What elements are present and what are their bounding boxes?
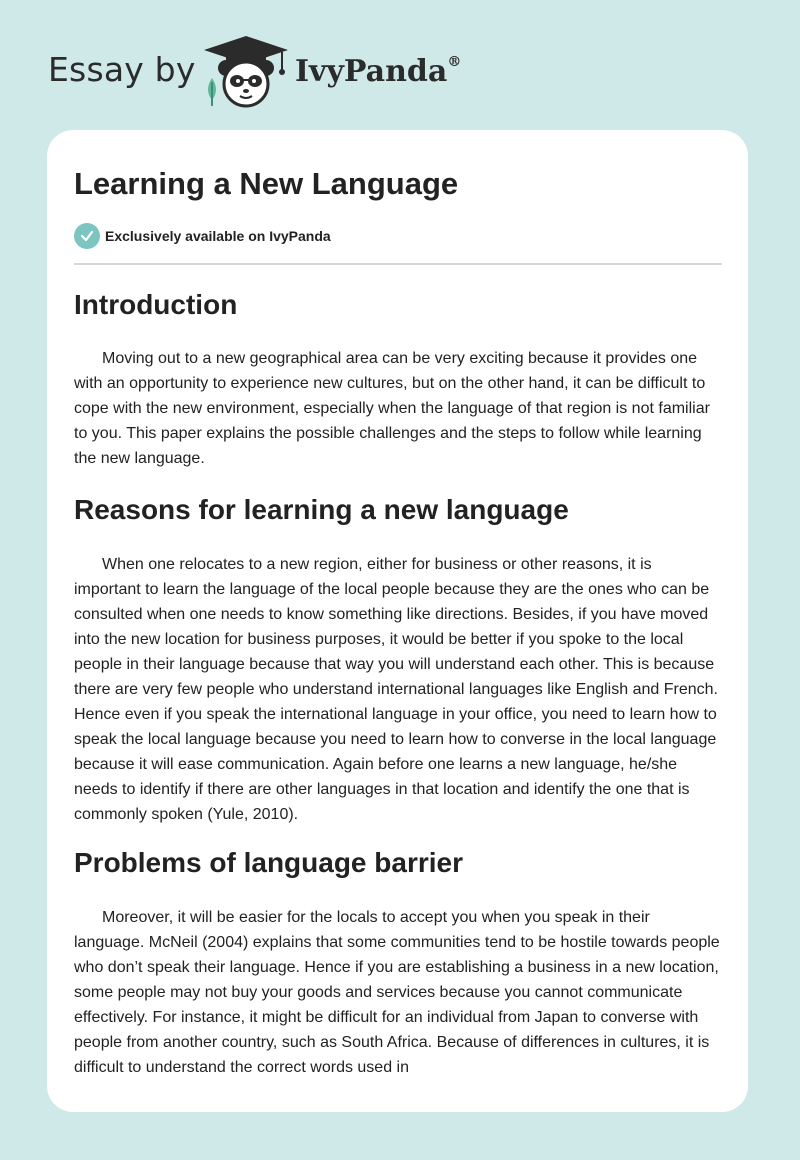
brand-name: IvyPanda®: [295, 54, 462, 89]
page-title: Learning a New Language: [74, 166, 459, 201]
exclusive-badge-label: Exclusively available on IvyPanda: [105, 228, 331, 244]
panda-graduate-logo-icon: [202, 34, 290, 110]
check-circle-icon: [74, 223, 100, 249]
section-paragraph: Moving out to a new geographical area can be very exciting because it provides one with an opportunity to experience new cultures, but on the other hand, it can be difficult to cope with the new environment, especially when the language of that region is not familiar to you. This paper explains the possible challenges and the steps to follow while learning the new language.: [74, 350, 710, 467]
essay-card: [47, 130, 748, 1112]
section-reasons: [74, 492, 722, 827]
section-heading: Introduction: [74, 289, 238, 320]
exclusive-badge: [74, 222, 722, 250]
section-introduction: [74, 287, 722, 471]
section-heading: Reasons for learning a new language: [74, 494, 569, 525]
section-paragraph: Moreover, it will be easier for the locals to accept you when you speak in their language. McNeil (2004) explains that some communities tend to be hostile towards people who don’t speak their language. Hence if you are establishing a business in a new location, some people may not buy your goods and services because you cannot communicate effectively. For instance, it might be difficult for an individual from Japan to converse with people from another country, such as South Africa. Because of differences in cultures, it is difficult to understand the correct words used in: [74, 909, 720, 1076]
site-header: [0, 0, 800, 130]
divider: [74, 263, 722, 265]
essay-by-label: Essay by: [48, 50, 196, 89]
section-heading: Problems of language barrier: [74, 847, 463, 878]
section-paragraph: When one relocates to a new region, either for business or other reasons, it is important to learn the language of the local people because they are the ones who can be consulted when one needs to know something like directions. Besides, if you have moved into the new location for business purposes, it would be better if you spoke to the local people in their language because that way you will understand each other. This is because there are very few people who understand international languages like English and French. Hence even if you speak the international language in your office, you need to learn how to speak the local language because you need to learn how to converse in the local language because it will ease communication. Again before one learns a new language, he/she needs to identify if there are other languages in that location and identify the one that is commonly spoken (Yule, 2010).: [74, 556, 718, 823]
section-problems: [74, 845, 722, 1080]
